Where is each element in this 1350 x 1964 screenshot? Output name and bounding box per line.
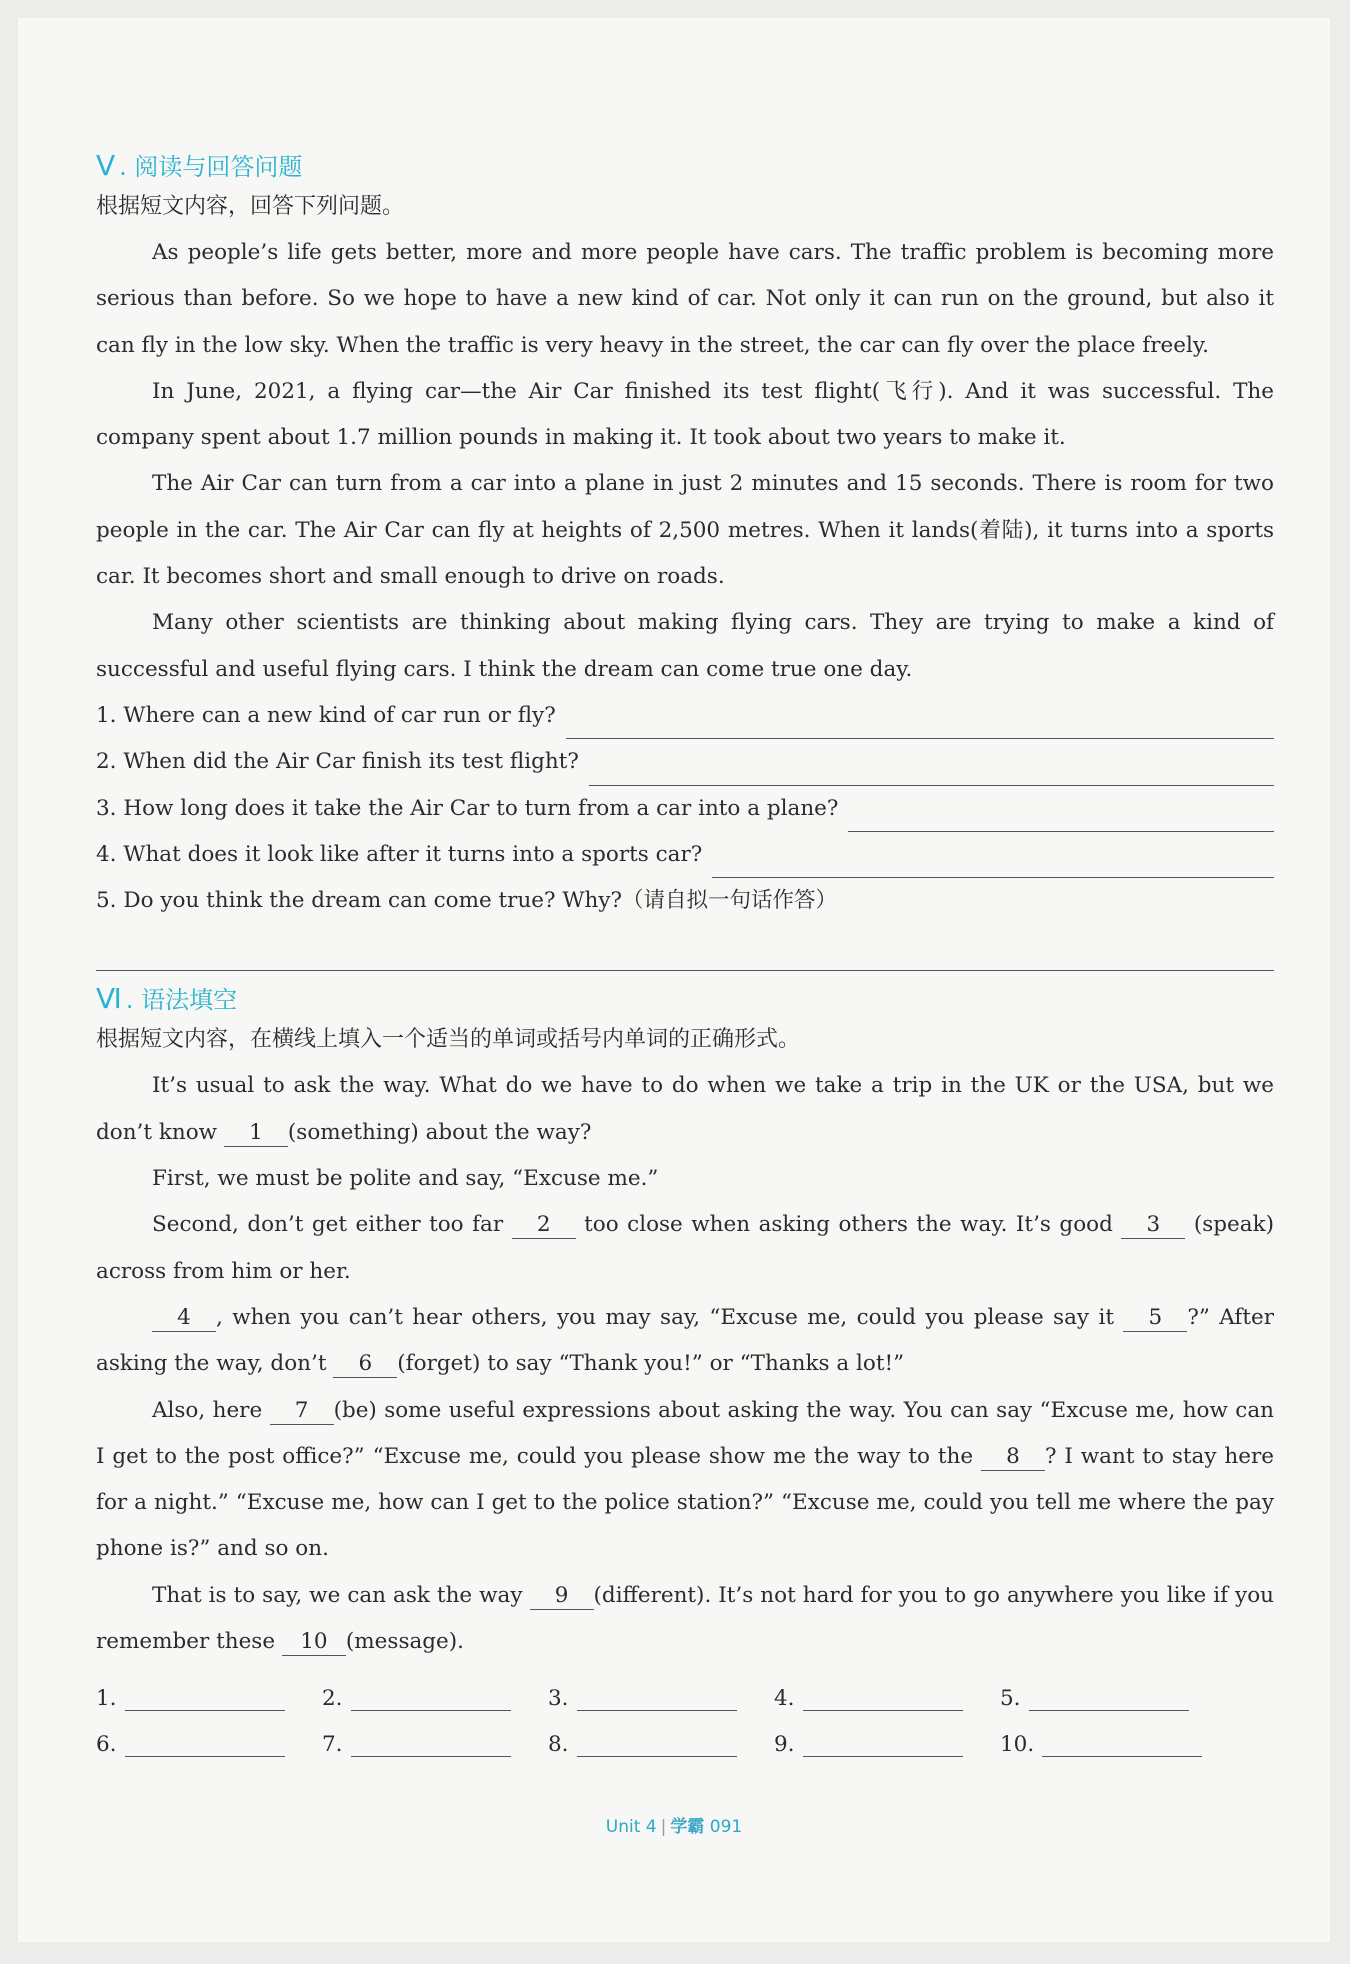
answer-blank[interactable] [577,1726,737,1757]
cloze-text: , when you can’t hear others, you may say, “Excuse me, could you please say it [216,1304,1124,1330]
cloze-paragraph [96,1202,1274,1295]
cloze-text: (be) some useful expressions about asking the way. You can say “Excuse me, how can I get to the post office?” “Excuse me, could you please show me the way to the [96,1397,1274,1469]
answer-label: 1. [96,1686,117,1712]
section6-title [96,981,1274,1017]
footer-separator: | [660,1817,667,1837]
cloze-text: That is to say, we can ask the way [152,1582,530,1608]
answer-cell [1000,1680,1226,1711]
section6-title-text: . 语法填空 [125,986,238,1015]
answer-cell [774,1726,1000,1757]
cloze-blank[interactable]: 3 [1121,1212,1185,1239]
cloze-text: Also, here [152,1397,270,1423]
answer-blank[interactable] [125,1680,285,1711]
cloze-text: Second, don’t get either too far [152,1212,512,1238]
reading-paragraph: Many other scientists are thinking about making flying cars. They are trying to make a kind of successful and useful flying cars. I think the dream can come true one day. [96,610,1274,682]
question-row [96,878,1274,924]
answer-blank[interactable] [577,1680,737,1711]
question-row [96,832,1274,878]
answer-line-full[interactable] [96,924,1274,971]
answer-blank[interactable] [803,1726,963,1757]
question-row [96,739,1274,785]
answer-blank[interactable] [1029,1680,1189,1711]
question-row [96,786,1274,832]
reading-paragraph: The Air Car can turn from a car into a plane in just 2 minutes and 15 seconds. There is room for two people in the car. The Air Car can fly at heights of 2,500 metres. When it lands(着陆), it turns into a sports car. It becomes short and small enough to drive on roads. [96,471,1274,590]
cloze-paragraph [96,1573,1274,1666]
section6-number: Ⅵ [96,982,122,1016]
answer-line[interactable] [712,843,1274,878]
answer-blank[interactable] [351,1680,511,1711]
answer-label: 3. [548,1686,569,1712]
page-footer [18,1812,1330,1837]
question-text: 3. How long does it take the Air Car to turn from a car into a plane? [96,795,839,821]
footer-brand: 学霸 [670,1817,705,1837]
cloze-paragraph [96,1295,1274,1388]
answer-line[interactable] [589,751,1274,786]
cloze-text: ?” After asking the way, don’t [96,1304,1274,1377]
answer-cell [1000,1726,1226,1757]
answer-cell [548,1726,774,1757]
answer-cell [322,1680,548,1711]
answer-label: 4. [774,1686,795,1712]
answer-blank[interactable] [803,1680,963,1711]
cloze-blank[interactable]: 9 [530,1583,594,1610]
cloze-blank[interactable]: 2 [512,1212,576,1239]
section5-title [96,148,1274,184]
workbook-page [18,18,1330,1942]
answer-label: 6. [96,1732,117,1758]
cloze-blank[interactable]: 6 [333,1351,397,1378]
footer-unit: Unit 4 [605,1817,657,1837]
answer-label: 7. [322,1732,343,1758]
cloze-paragraph [96,1388,1274,1573]
cloze-text: (message). [345,1629,464,1655]
page-content [96,148,1274,1757]
answer-line[interactable] [848,797,1274,832]
question-text: 5. Do you think the dream can come true? Why?（请自拟一句话作答） [96,888,837,914]
cloze-text: It’s usual to ask the way. What do we have to do when we take a trip in the UK or the USA, but we don’t know [96,1073,1274,1145]
cloze-blank[interactable]: 5 [1123,1305,1187,1332]
reading-paragraph: In June, 2021, a flying car—the Air Car finished its test flight(飞行). And it was successful. The company spent about 1.7 million pounds in making it. It took about two years to make it. [96,378,1274,451]
cloze-text: (forget) to say “Thank you!” or “Thanks a lot!” [397,1351,905,1377]
cloze-text: too close when asking others the way. It’s good [575,1212,1122,1238]
section5-number: Ⅴ [96,149,116,182]
cloze-blank[interactable]: 7 [270,1398,334,1425]
answer-cell [96,1726,322,1757]
answer-cell [96,1680,322,1711]
cloze-blank[interactable]: 4 [152,1305,216,1332]
answer-label: 8. [548,1732,569,1758]
answer-cell [548,1680,774,1711]
section6-instruction: 根据短文内容，在横线上填入一个适当的单词或括号内单词的正确形式。 [96,1027,801,1053]
answer-label: 2. [322,1686,343,1712]
cloze-blank[interactable]: 1 [224,1120,288,1147]
cloze-text: (something) about the way? [287,1119,592,1145]
question-row [96,693,1274,739]
answer-cell [322,1726,548,1757]
reading-paragraph: As people’s life gets better, more and more people have cars. The traffic problem is becoming more serious than before. So we hope to have a new kind of car. Not only it can run on the ground, but also it can fly in the low sky. When the traffic is very heavy in the street, the car can fly over the place freely. [96,240,1274,358]
page-number: 091 [709,1817,743,1837]
question-text: 2. When did the Air Car finish its test flight? [96,749,579,775]
question-text: 4. What does it look like after it turns into a sports car? [96,841,703,867]
answer-blank[interactable] [1042,1726,1202,1757]
cloze-blank[interactable]: 10 [282,1629,346,1656]
answer-label: 10. [1000,1732,1035,1758]
cloze-text: (different). It’s not hard for you to go anywhere you like if you remember these [96,1582,1274,1655]
cloze-text: ? I want to stay here for a night.” “Excuse me, how can I get to the police station?” “Excuse me, could you tell me where the pay phone is?” and so on. [96,1443,1274,1562]
section5-title-text: . 阅读与回答问题 [119,153,303,181]
answer-blank[interactable] [351,1726,511,1757]
answer-line[interactable] [566,704,1274,739]
answer-blank[interactable] [125,1726,285,1757]
answer-row [96,1711,1274,1757]
answer-grid [96,1665,1274,1757]
section5-instruction: 根据短文内容，回答下列问题。 [96,194,405,219]
question-text: 1. Where can a new kind of car run or fly? [96,702,556,728]
cloze-text: (speak) across from him or her. [96,1212,1274,1284]
answer-label: 5. [1000,1686,1021,1712]
answer-cell [774,1680,1000,1711]
cloze-blank[interactable]: 8 [981,1444,1045,1471]
cloze-paragraph [96,1063,1274,1156]
answer-label: 9. [774,1732,795,1758]
answer-row [96,1665,1274,1711]
cloze-paragraph: First, we must be polite and say, “Excuse me.” [152,1166,659,1192]
